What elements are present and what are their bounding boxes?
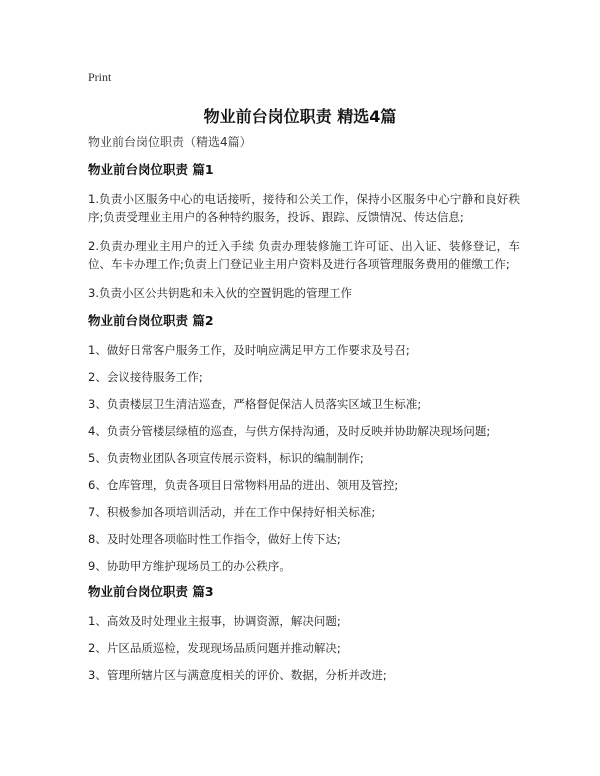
list-item: 1、高效及时处理业主报事，协调资源，解决问题; xyxy=(88,614,341,628)
print-label: Print xyxy=(88,70,112,84)
list-item: 7、积极参加各项培训活动，并在工作中保持好相关标准; xyxy=(88,505,376,519)
page-title: 物业前台岗位职责 精选4篇 xyxy=(203,107,397,126)
list-item: 2.负责办理业主用户的迁入手续 负责办理装修施工许可证、出入证、装修登记，车位、车卡办理工作;负责上门登记业主用户资料及进行各项管理服务费用的催缴工作; xyxy=(88,239,520,271)
section-heading: 物业前台岗位职责 篇2 xyxy=(88,313,214,328)
list-item: 3、负责楼层卫生清洁巡查，严格督促保洁人员落实区域卫生标准; xyxy=(88,397,422,411)
list-item: 3.负责小区公共钥匙和未入伙的空置钥匙的管理工作 xyxy=(88,286,352,300)
list-item: 8、及时处理各项临时性工作指令，做好上传下达; xyxy=(88,532,341,546)
document-body xyxy=(88,134,520,693)
list-item: 6、仓库管理，负责各项目日常物料用品的进出、领用及管控; xyxy=(88,478,399,492)
list-item: 5、负责物业团队各项宣传展示资料，标识的编制制作; xyxy=(88,451,364,465)
section-2 xyxy=(88,313,520,575)
section-heading: 物业前台岗位职责 篇1 xyxy=(88,162,214,177)
section-3 xyxy=(88,584,520,684)
list-item: 4、负责分管楼层绿植的巡查，与供方保持沟通，及时反映并协助解决现场问题; xyxy=(88,424,491,438)
list-item: 2、会议接待服务工作; xyxy=(88,370,203,384)
section-heading: 物业前台岗位职责 篇3 xyxy=(88,584,214,599)
list-item: 2、片区品质巡检，发现现场品质问题并推动解决; xyxy=(88,641,341,655)
list-item: 1.负责小区服务中心的电话接听，接待和公关工作，保持小区服务中心宁静和良好秩序;负责受理业主用户的各种特约服务，投诉、跟踪、反馈情况、传达信息; xyxy=(88,192,520,224)
list-item: 9、协助甲方维护现场员工的办公秩序。 xyxy=(88,559,291,573)
document-subtitle: 物业前台岗位职责（精选4篇） xyxy=(88,135,252,149)
section-1 xyxy=(88,162,520,302)
list-item: 1、做好日常客户服务工作，及时响应满足甲方工作要求及号召; xyxy=(88,343,410,357)
list-item: 3、管理所辖片区与满意度相关的评价、数据，分析并改进; xyxy=(88,668,387,682)
